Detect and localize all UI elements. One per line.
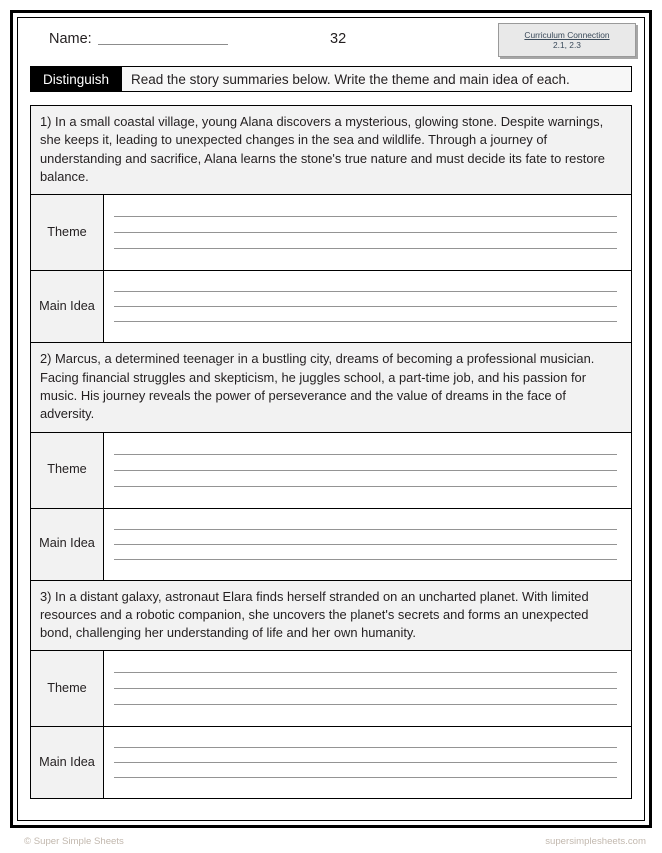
label-theme-3: Theme: [31, 651, 104, 726]
label-main-idea-2: Main Idea: [31, 509, 104, 580]
footer-copyright: © Super Simple Sheets: [24, 836, 124, 847]
skill-tag-distinguish: Distinguish: [30, 66, 122, 92]
write-line[interactable]: [114, 470, 617, 471]
write-line[interactable]: [114, 486, 617, 487]
label-main-idea-1: Main Idea: [31, 271, 104, 342]
write-line[interactable]: [114, 688, 617, 689]
instruction-text: Read the story summaries below. Write the theme and main idea of each.: [122, 66, 632, 92]
answer-area-main-idea-2[interactable]: [104, 509, 631, 580]
write-line[interactable]: [114, 321, 617, 322]
curriculum-connection-title: Curriculum Connection: [524, 29, 610, 40]
answer-row-theme-2: [31, 433, 631, 509]
answer-row-theme-3: [31, 651, 631, 727]
label-main-idea-3: Main Idea: [31, 727, 104, 798]
worksheet-table: [30, 105, 632, 799]
write-line[interactable]: [114, 248, 617, 249]
page-frame: [10, 10, 652, 828]
answer-row-theme-1: [31, 195, 631, 271]
curriculum-connection-codes: 2.1, 2.3: [553, 40, 581, 50]
story-summary-1: 1) In a small coastal village, young Alana discovers a mysterious, glowing stone. Despite warnings, she keeps it, leading to unexpected changes in the sea and wildlife. Through a journey of understanding and sacrifice, Alana learns the stone's true nature and must decide its fate to restore balance.: [31, 106, 631, 195]
write-line[interactable]: [114, 216, 617, 217]
name-input-line[interactable]: [98, 44, 228, 45]
write-line[interactable]: [114, 559, 617, 560]
answer-area-main-idea-3[interactable]: [104, 727, 631, 798]
answer-area-theme-2[interactable]: [104, 433, 631, 508]
footer-website: supersimplesheets.com: [545, 836, 646, 847]
write-line[interactable]: [114, 672, 617, 673]
name-label: Name:: [49, 31, 92, 47]
page-footer: [10, 836, 652, 847]
label-theme-2: Theme: [31, 433, 104, 508]
story-summary-3: 3) In a distant galaxy, astronaut Elara finds herself stranded on an uncharted planet. With limited resources and a robotic companion, she uncovers the planet's secrets and forms an unexpected bond, challenging her understanding of life and her own humanity.: [31, 581, 631, 652]
page-number: 32: [330, 31, 347, 47]
answer-area-theme-1[interactable]: [104, 195, 631, 270]
write-line[interactable]: [114, 544, 617, 545]
header: [30, 18, 632, 66]
answer-row-main-idea-1: [31, 271, 631, 343]
write-line[interactable]: [114, 306, 617, 307]
curriculum-connection-box: [498, 23, 636, 57]
write-line[interactable]: [114, 762, 617, 763]
write-line[interactable]: [114, 704, 617, 705]
write-line[interactable]: [114, 454, 617, 455]
write-line[interactable]: [114, 529, 617, 530]
label-theme-1: Theme: [31, 195, 104, 270]
write-line[interactable]: [114, 747, 617, 748]
answer-area-theme-3[interactable]: [104, 651, 631, 726]
write-line[interactable]: [114, 232, 617, 233]
story-summary-2: 2) Marcus, a determined teenager in a bustling city, dreams of becoming a professional musician. Facing financial struggles and skepticism, he juggles school, a part-time job, and his passion for music. His journey reveals the power of perseverance and the value of dreams in the face of adversity.: [31, 343, 631, 432]
instruction-banner: [30, 66, 632, 92]
answer-area-main-idea-1[interactable]: [104, 271, 631, 342]
write-line[interactable]: [114, 291, 617, 292]
worksheet-content: [18, 18, 644, 820]
write-line[interactable]: [114, 777, 617, 778]
name-field-group: [49, 32, 228, 47]
page-inner-border: [17, 17, 645, 821]
answer-row-main-idea-2: [31, 509, 631, 581]
answer-row-main-idea-3: [31, 727, 631, 799]
